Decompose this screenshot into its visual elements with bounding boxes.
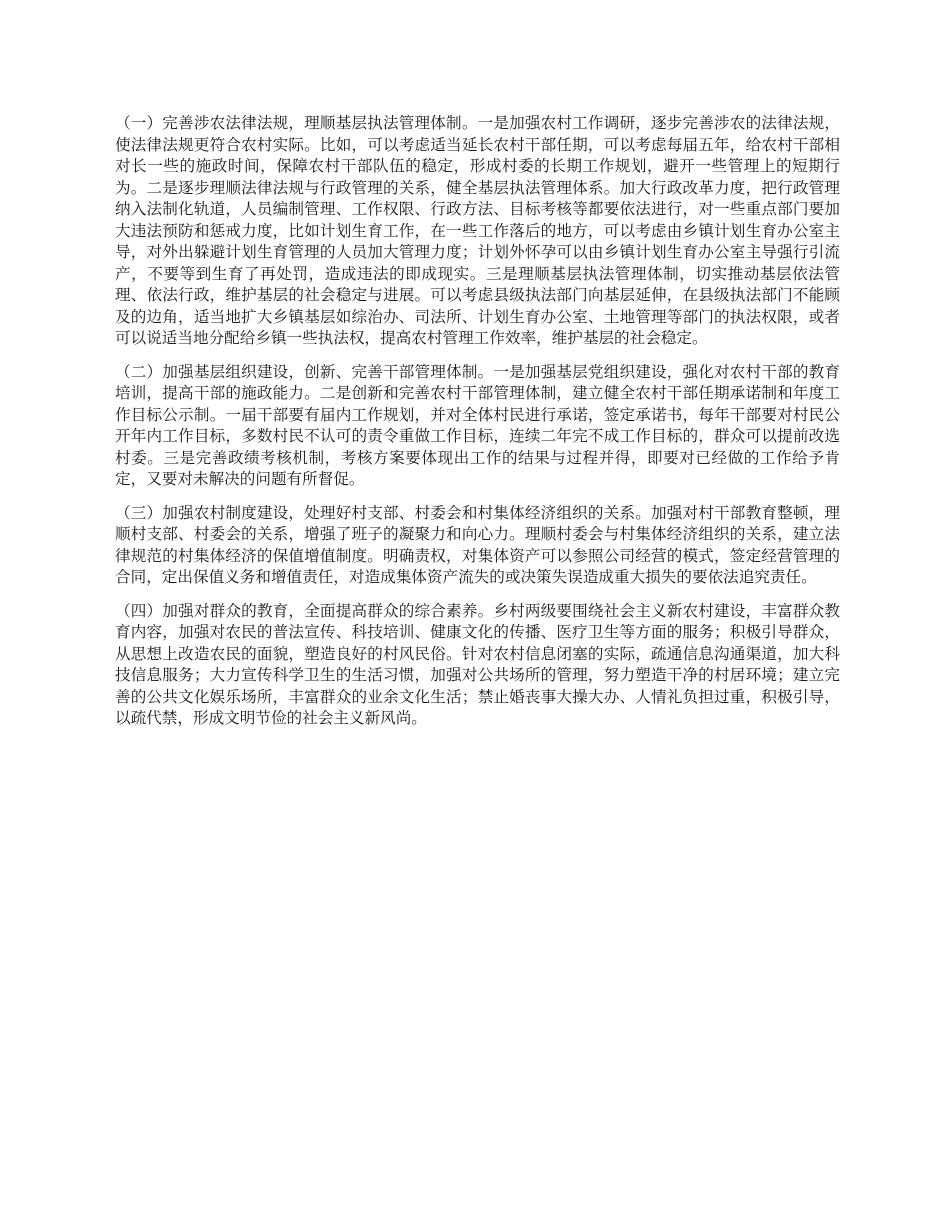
paragraph-section-1: （一）完善涉农法律法规，理顺基层执法管理体制。一是加强农村工作调研，逐步完善涉农的法律法规，使法律法规更符合农村实际。比如，可以考虑适当延长农村干部任期，可以考虑每届五年，给农村干部相对长一些的施政时间，保障农村干部队伍的稳定，形成村委的长期工作规划，避开一些管理上的短期行为。二是逐步理顺法律法规与行政管理的关系，健全基层执法管理体系。加大行政改革力度，把行政管理纳入法制化轨道，人员编制管理、工作权限、行政方法、目标考核等都要依法进行，对一些重点部门要加大违法预防和惩戒力度，比如计划生育工作，在一些工作落后的地方，可以考虑由乡镇计划生育办公室主导，对外出躲避计划生育管理的人员加大管理力度；计划外怀孕可以由乡镇计划生育办公室主导强行引流产，不要等到生育了再处罚，造成违法的即成现实。三是理顺基层执法管理体制，切实推动基层依法管理、依法行政，维护基层的社会稳定与进展。可以考虑县级执法部门向基层延伸，在县级执法部门不能顾及的边角，适当地扩大乡镇基层如综治办、司法所、计划生育办公室、土地管理等部门的执法权限，或者可以说适当地分配给乡镇一些执法权，提高农村管理工作效率，维护基层的社会稳定。 [115, 114, 840, 347]
document-body [115, 113, 840, 742]
paragraph-section-4: （四）加强对群众的教育，全面提高群众的综合素养。乡村两级要围绕社会主义新农村建设，丰富群众教育内容，加强对农民的普法宣传、科技培训、健康文化的传播、医疗卫生等方面的服务；积极引导群众，从思想上改造农民的面貌，塑造良好的村风民俗。针对农村信息闭塞的实际，疏通信息沟通渠道，加大科技信息服务；大力宣传科学卫生的生活习惯，加强对公共场所的管理，努力塑造干净的村居环境；建立完善的公共文化娱乐场所，丰富群众的业余文化生活；禁止婚丧事大操大办、人情礼负担过重，积极引导，以疏代禁，形成文明节俭的社会主义新风尚。 [115, 601, 840, 727]
paragraph-section-2: （二）加强基层组织建设，创新、完善干部管理体制。一是加强基层党组织建设，强化对农村干部的教育培训，提高干部的施政能力。二是创新和完善农村干部管理体制，建立健全农村干部任期承诺制和年度工作目标公示制。一届干部要有届内工作规划，并对全体村民进行承诺，签定承诺书，每年干部要对村民公开年内工作目标，多数村民不认可的责令重做工作目标，连续二年完不成工作目标的，群众可以提前改选村委。三是完善政绩考核机制，考核方案要体现出工作的结果与过程并得，即要对已经做的工作给予肯定，又要对未解决的问题有所督促。 [115, 362, 840, 488]
paragraph-section-3: （三）加强农村制度建设，处理好村支部、村委会和村集体经济组织的关系。加强对村干部教育整顿，理顺村支部、村委会的关系，增强了班子的凝聚力和向心力。理顺村委会与村集体经济组织的关系，建立法律规范的村集体经济的保值增值制度。明确责权，对集体资产可以参照公司经营的模式，签定经营管理的合同，定出保值义务和增值责任，对造成集体资产流失的或决策失误造成重大损失的要依法追究责任。 [115, 503, 840, 586]
